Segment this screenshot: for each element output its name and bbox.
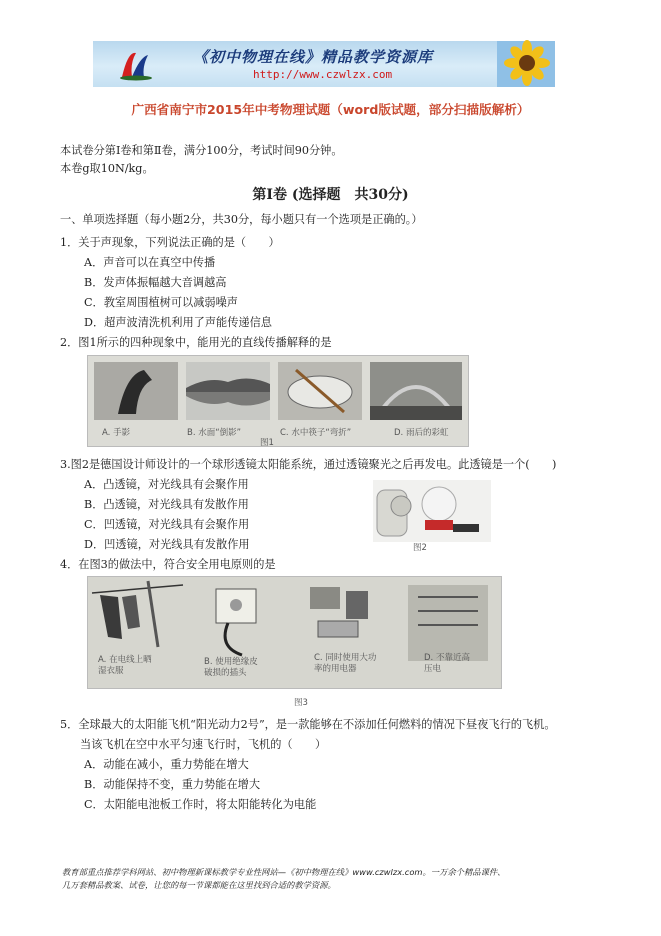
q1-stem: 1．关于声现象，下列说法正确的是（ ） [60, 236, 280, 249]
intro-line-2: 本卷g取10N/kg。 [60, 162, 154, 175]
q3-option-a: A．凸透镜，对光线具有会聚作用 [84, 478, 249, 491]
figure-1-caption-a: A. 手影 [102, 428, 131, 438]
banner-url[interactable]: http://www.czwlzx.com [253, 68, 393, 81]
q1-option-c: C．教室周围植树可以减弱噪声 [84, 296, 238, 309]
figure-3-caption-d [424, 653, 470, 675]
q5-stem-line-2: 当该飞机在空中水平匀速飞行时，飞机的（ ） [80, 738, 327, 751]
q5-stem-line-1: 5．全球最大的太阳能飞机“阳光动力2号”，是一款能够在不添加任何燃料的情况下昼夜飞行的飞机。 [60, 718, 556, 731]
logo-icon [118, 47, 154, 81]
q3-option-c: C．凹透镜，对光线具有会聚作用 [84, 518, 250, 531]
sunflower-icon [497, 41, 555, 87]
section-title: 第Ⅰ卷 (选择题 共30分) [252, 187, 409, 203]
figure-3-caption-b [204, 657, 258, 679]
figure-3-caption-a-line-1: A. 在电线上晒 [98, 655, 152, 665]
q5-option-b: B．动能保持不变，重力势能在增大 [84, 778, 261, 791]
figure-1-caption-d: D. 雨后的彩虹 [394, 428, 449, 438]
banner-title: 《初中物理在线》精品教学资源库 [193, 48, 434, 66]
q1-option-d: D．超声波清洗机利用了声能传递信息 [84, 316, 272, 329]
q4-stem: 4．在图3的做法中，符合安全用电原则的是 [60, 558, 276, 571]
footer-line-1: 教育部重点推荐学科网站、初中物理新课标教学专业性网站—《初中物理在线》www.czwlzx.com。一万余个精品课件、 [62, 867, 506, 877]
figure-3-image [87, 576, 502, 689]
page-footer [62, 866, 505, 892]
figure-2-lens [373, 480, 491, 542]
figure-3-caption-c-line-2: 率的用电器 [314, 664, 357, 674]
figure-1-image [87, 355, 469, 447]
q5-option-c: C．太阳能电池板工作时，将太阳能转化为电能 [84, 798, 317, 811]
figure-3-caption-b-line-1: B. 使用绝缘皮 [204, 657, 258, 667]
figure-3-caption-a [98, 655, 152, 677]
q5-option-a: A．动能在减小，重力势能在增大 [84, 758, 249, 771]
figure-3-caption-d-line-1: D. 不靠近高 [424, 653, 470, 663]
footer-line-2: 几万套精品教案、试卷，让您的每一节课都能在这里找到合适的教学资源。 [62, 880, 336, 890]
part-heading: 一、单项选择题（每小题2分，共30分，每小题只有一个选项是正确的。） [60, 213, 423, 226]
figure-3-label: 图3 [294, 698, 308, 708]
q1-option-a: A．声音可以在真空中传播 [84, 256, 216, 269]
intro-line-1: 本试卷分第Ⅰ卷和第Ⅱ卷，满分100分，考试时间90分钟。 [60, 144, 343, 157]
figure-2-label: 图2 [413, 543, 427, 553]
figure-1-caption-c: C. 水中筷子“弯折” [280, 428, 352, 438]
figure-3-caption-b-line-2: 破损的插头 [204, 668, 247, 678]
figure-3-caption-c [314, 653, 376, 675]
figure-3-caption-d-line-2: 压电 [424, 664, 442, 674]
q3-option-d: D．凹透镜，对光线具有发散作用 [84, 538, 250, 551]
figure-3-caption-a-line-2: 湿衣服 [98, 666, 124, 676]
figure-2-image [373, 480, 491, 553]
q3-option-b: B．凸透镜，对光线具有发散作用 [84, 498, 249, 511]
q2-stem: 2．图1所示的四种现象中，能用光的直线传播解释的是 [60, 336, 332, 349]
q3-stem: 3.图2是德国设计师设计的一个球形透镜太阳能系统，通过透镜聚光之后再发电。此透镜是一个( ) [60, 458, 557, 471]
document-title: 广西省南宁市2015年中考物理试题（word版试题，部分扫描版解析） [131, 102, 530, 117]
header-banner [93, 41, 555, 87]
figure-3-caption-c-line-1: C. 同时使用大功 [314, 653, 377, 663]
figure-1-label: 图1 [260, 438, 274, 448]
figure-1-caption-b: B. 水面“倒影” [187, 428, 242, 438]
q1-option-b: B．发声体振幅越大音调越高 [84, 276, 227, 289]
